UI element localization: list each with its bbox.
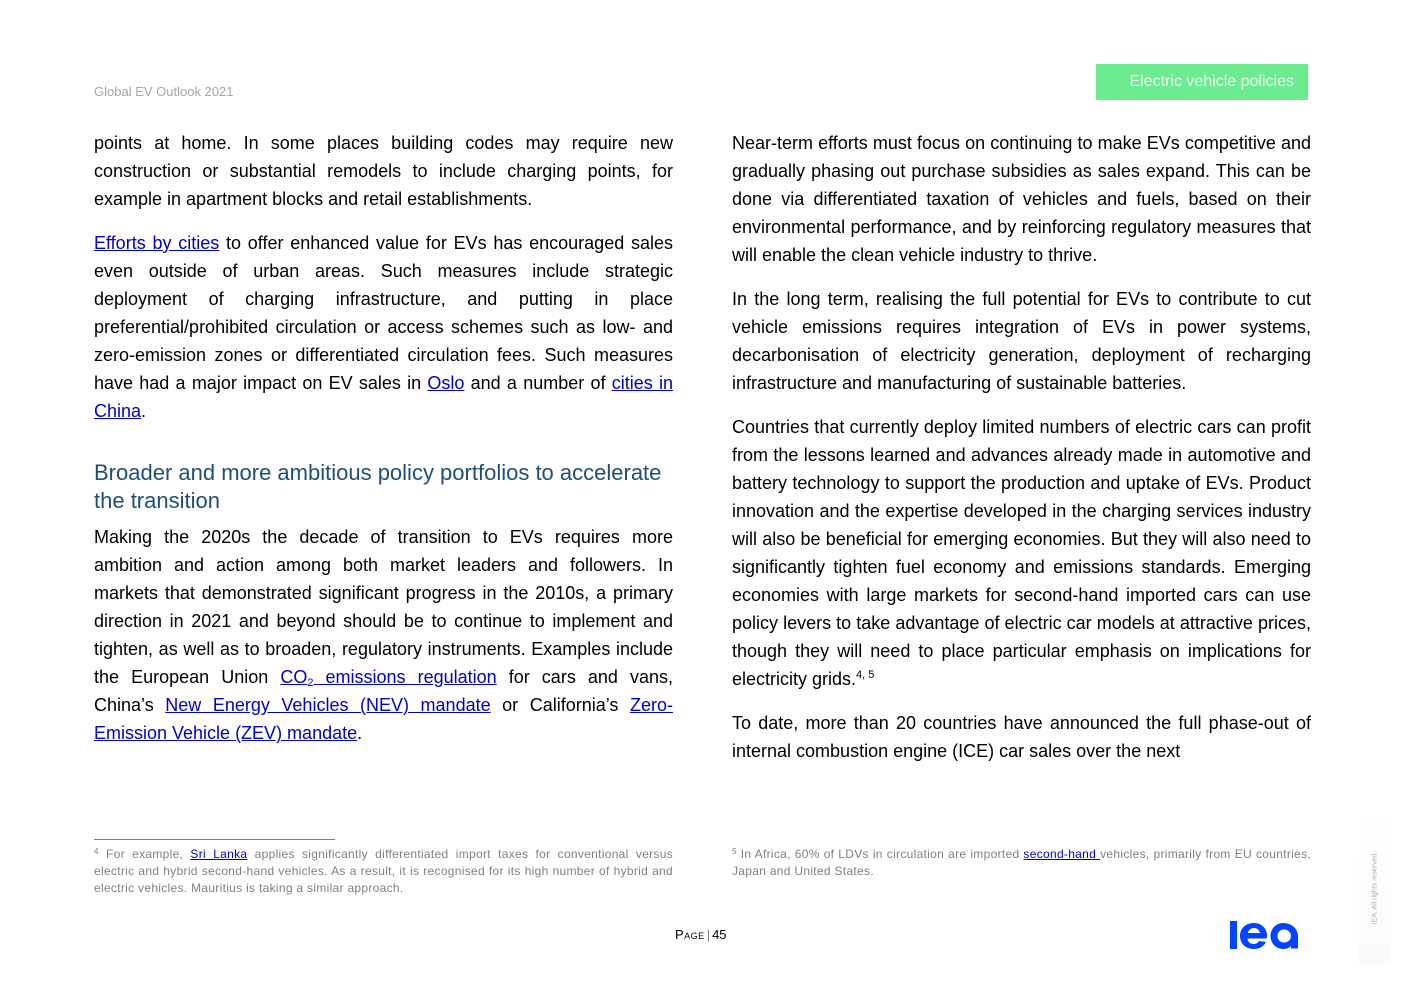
document-title: Global EV Outlook 2021	[94, 84, 234, 99]
page-number: Page | 45	[675, 927, 727, 942]
paragraph: Making the 2020s the decade of transition to EVs requires more ambition and action among both market leaders and followers. In markets that demonstrated significant progress in the 2010s, a primary direction in 2021 and beyond should be to continue to implement and tighten, as well as to broaden, regulatory instruments. Examples include the European Union $CO_2$ emissions regulation for cars and vans, China’s New Energy Vehicles (NEV) mandate or California’s Zero-Emission Vehicle (ZEV) mandate.	[94, 527, 673, 743]
link-cities-in-china[interactable]: cities in China	[94, 373, 674, 421]
footnote-divider	[94, 839, 335, 840]
paragraph: Near-term efforts must focus on continuing to make EVs competitive and gradually phasing out purchase subsidies as sales expand. This can be done via differentiated taxation of vehicles and fuels, based on their environmental performance, and by reinforcing regulatory measures that will enable the clean vehicle industry to thrive.	[732, 133, 1311, 265]
link-nev-mandate[interactable]: New Energy Vehicles (NEV) mandate	[165, 695, 491, 715]
copyright-notice: IEA. All rights reserved.	[1359, 812, 1391, 964]
iea-logo-icon	[1230, 918, 1308, 952]
right-column	[732, 129, 1311, 781]
paragraph: In the long term, realising the full potential for EVs to contribute to cut vehicle emissions requires integration of EVs in power systems, decarbonisation of electricity generation, deployment of recharging infrastructure and manufacturing of sustainable batteries.	[732, 289, 1311, 393]
section-heading: Broader and more ambitious policy portfolios to accelerate the transition	[94, 460, 662, 513]
footnote-reference[interactable]: 4, 5	[856, 669, 875, 681]
left-column	[94, 129, 673, 763]
link-sri-lanka[interactable]: Sri Lanka	[190, 847, 248, 861]
link-co2-emissions-regulation[interactable]: $CO_2$ emissions regulation	[280, 667, 497, 689]
paragraph: points at home. In some places building codes may require new construction or substantial remodels to include charging points, for example in apartment blocks and retail establishments.	[94, 133, 673, 209]
link-zev-mandate[interactable]: Zero-Emission Vehicle (ZEV) mandate	[94, 695, 673, 743]
paragraph: To date, more than 20 countries have announced the full phase-out of internal combustion engine (ICE) car sales over the next	[732, 713, 1311, 761]
footnote-4: $^4$ For example, Sri Lanka applies significantly differentiated import taxes for conventional versus electric and hybrid second-hand vehicles. As a result, it is recognised for its high number of hybrid and electric vehicles. Mauritius is taking a similar approach.	[94, 847, 673, 895]
footnote-5: $^5$ In Africa, 60% of LDVs in circulation are imported second-hand vehicles, primarily from EU countries, Japan and United States.	[732, 847, 1312, 878]
link-oslo[interactable]: Oslo	[427, 373, 465, 393]
paragraph: Efforts by cities to offer enhanced value for EVs has encouraged sales even outside of urban areas. Such measures include strategic deployment of charging infrastructure, and putting in place preferential/prohibited circulation or access schemes such as low- and zero-emission zones or differentiated circulation fees. Such measures have had a major impact on EV sales in Oslo and a number of cities in China.	[94, 233, 674, 421]
paragraph: Countries that currently deploy limited numbers of electric cars can profit from the lessons learned and advances already made in automotive and battery technology to support the production and uptake of EVs. Product innovation and the expertise developed in the charging services industry will also be beneficial for emerging economies. But they will also need to significantly tighten fuel economy and emissions standards. Emerging economies with large markets for second-hand imported cars can use policy levers to take advantage of electric car models at attractive prices, though they will need to place particular emphasis on implications for electricity grids.$^{4, 5}$	[732, 417, 1311, 689]
iea-logo	[1230, 918, 1308, 957]
section-tab: Electric vehicle policies	[1096, 64, 1308, 100]
link-second-hand[interactable]: second-hand	[1023, 847, 1101, 861]
link-efforts-by-cities[interactable]: Efforts by cities	[94, 233, 220, 253]
